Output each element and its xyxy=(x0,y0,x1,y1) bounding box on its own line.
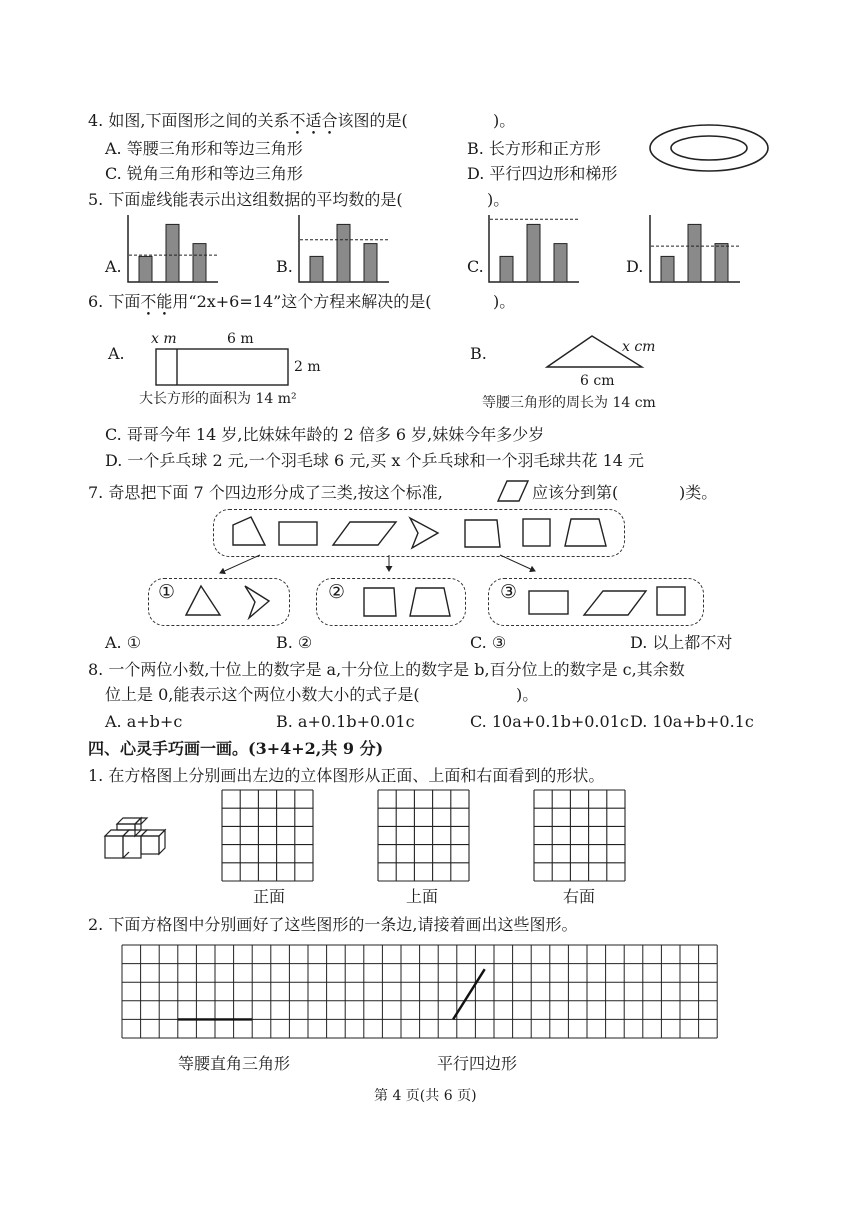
shape-label-isosceles-right-triangle: 等腰直角三角形 xyxy=(178,1054,291,1073)
q7-answer-close: )类。 xyxy=(679,483,718,502)
chart-bar xyxy=(500,256,513,282)
q7-arrows xyxy=(210,553,550,579)
q5-chart-b xyxy=(297,215,391,285)
q6-b-dim-x: x cm xyxy=(622,339,656,355)
q6-b-caption: 等腰三角形的周长为 14 cm xyxy=(482,395,656,411)
chart-bar xyxy=(139,256,152,282)
q5-label-d: D. xyxy=(626,257,644,276)
q6-option-c: C. 哥哥今年 14 岁,比妹妹年龄的 2 倍多 6 岁,妹妹今年多少岁 xyxy=(105,425,545,444)
section-4-q2: 2. 下面方格图中分别画好了这些图形的一条边,请接着画出这些图形。 xyxy=(88,915,578,934)
q8-line-2: 位上是 0,能表示这个两位小数大小的式子是( xyxy=(105,685,420,704)
q5-label-c: C. xyxy=(467,257,484,276)
q7-option-a: A. ① xyxy=(105,633,142,652)
q7-stem-b: 应该分到第( xyxy=(532,483,619,502)
q7-group-1-shapes xyxy=(148,578,288,626)
chart-bar xyxy=(688,224,701,282)
chart-bar xyxy=(193,244,206,282)
right-view-grid[interactable] xyxy=(533,789,626,882)
section-4-heading: 四、心灵手巧画一画。(3+4+2,共 9 分) xyxy=(88,739,384,758)
q6-b-label: B. xyxy=(470,344,487,363)
q7-group-3-label: ③ xyxy=(500,581,518,603)
q5-stem: 5. 下面虚线能表示出这组数据的平均数的是( xyxy=(88,190,403,209)
q5-label-b: B. xyxy=(276,257,293,276)
chart-bar xyxy=(715,244,728,282)
q6-stem: 6. 下面不能用“2x+6=14”这个方程来解决的是( xyxy=(88,292,432,311)
chart-bar xyxy=(527,224,540,282)
q5-chart-d xyxy=(648,215,742,285)
chart-bar xyxy=(364,244,377,282)
emphasis-char: 能 xyxy=(156,292,173,311)
cube-solid-diagram xyxy=(103,813,167,863)
q4-option-b: B. 长方形和正方形 xyxy=(467,139,601,158)
chart-bar xyxy=(337,224,350,282)
q6-answer-close: )。 xyxy=(493,292,516,311)
emphasis-char: 不 xyxy=(289,111,306,130)
q7-group-3-shapes xyxy=(488,578,702,626)
q7-option-d: D. 以上都不对 xyxy=(630,633,733,652)
q8-option-a: A. a+b+c xyxy=(105,712,183,731)
emphasis-char: 不 xyxy=(140,292,157,311)
page-footer: 第 4 页(共 6 页) xyxy=(374,1088,477,1104)
drawing-grid[interactable] xyxy=(121,944,719,1039)
q6-a-dim-2: 2 m xyxy=(294,359,321,375)
q8-option-d: D. 10a+b+0.1c xyxy=(630,712,754,731)
q4-option-a: A. 等腰三角形和等边三角形 xyxy=(105,139,303,158)
q6-a-dim-x: x m xyxy=(151,331,177,347)
chart-bar xyxy=(310,256,323,282)
q8-answer-close: )。 xyxy=(516,685,539,704)
chart-bar xyxy=(554,244,567,282)
chart-bar xyxy=(166,224,179,282)
section-4-q1: 1. 在方格图上分别画出左边的立体图形从正面、上面和右面看到的形状。 xyxy=(88,766,605,785)
q8-option-b: B. a+0.1b+0.01c xyxy=(276,712,415,731)
q7-quadrilaterals-row xyxy=(213,509,625,557)
q7-option-b: B. ② xyxy=(276,633,313,652)
shape-label-parallelogram: 平行四边形 xyxy=(437,1054,518,1073)
chart-bar xyxy=(661,256,674,282)
q4-option-d: D. 平行四边形和梯形 xyxy=(467,164,618,183)
emphasis-char: 适 xyxy=(305,111,322,130)
q6-b-dim-6: 6 cm xyxy=(580,373,615,389)
q7-group-2-label: ② xyxy=(328,581,346,603)
q8-line-1: 8. 一个两位小数,十位上的数字是 a,十分位上的数字是 b,百分位上的数字是 c,其余数 xyxy=(88,660,685,679)
q5-chart-c xyxy=(487,215,581,285)
q6-a-caption: 大长方形的面积为 14 m² xyxy=(139,391,297,407)
top-view-grid[interactable] xyxy=(377,789,470,882)
q6-a-dim-6: 6 m xyxy=(227,331,254,347)
q6-a-label: A. xyxy=(108,344,125,363)
right-view-label: 右面 xyxy=(563,887,596,906)
q5-label-a: A. xyxy=(105,257,122,276)
q7-option-c: C. ③ xyxy=(470,633,507,652)
q4-ellipse-diagram xyxy=(648,123,770,173)
q8-option-c: C. 10a+0.1b+0.01c xyxy=(470,712,629,731)
q4-answer-close: )。 xyxy=(493,111,516,130)
q7-group-1-label: ① xyxy=(158,581,176,603)
q7-group-2-shapes xyxy=(316,578,464,626)
q4-stem: 4. 如图,下面图形之间的关系不适合该图的是( xyxy=(88,111,408,130)
q6-rectangle-diagram xyxy=(155,348,290,388)
q5-chart-a xyxy=(126,215,220,285)
front-view-label: 正面 xyxy=(253,887,286,906)
top-view-label: 上面 xyxy=(406,887,439,906)
emphasis-char: 合 xyxy=(321,111,338,130)
parallelogram-icon xyxy=(496,479,530,503)
parallelogram-given-edge xyxy=(453,969,485,1019)
q4-option-c: C. 锐角三角形和等边三角形 xyxy=(105,164,303,183)
q5-answer-close: )。 xyxy=(487,190,510,209)
q7-stem-a: 7. 奇思把下面 7 个四边形分成了三类,按这个标准, xyxy=(88,483,443,502)
q6-option-d: D. 一个乒乓球 2 元,一个羽毛球 6 元,买 x 个乒乓球和一个羽毛球共花 14 元 xyxy=(105,451,645,470)
front-view-grid[interactable] xyxy=(221,789,314,882)
